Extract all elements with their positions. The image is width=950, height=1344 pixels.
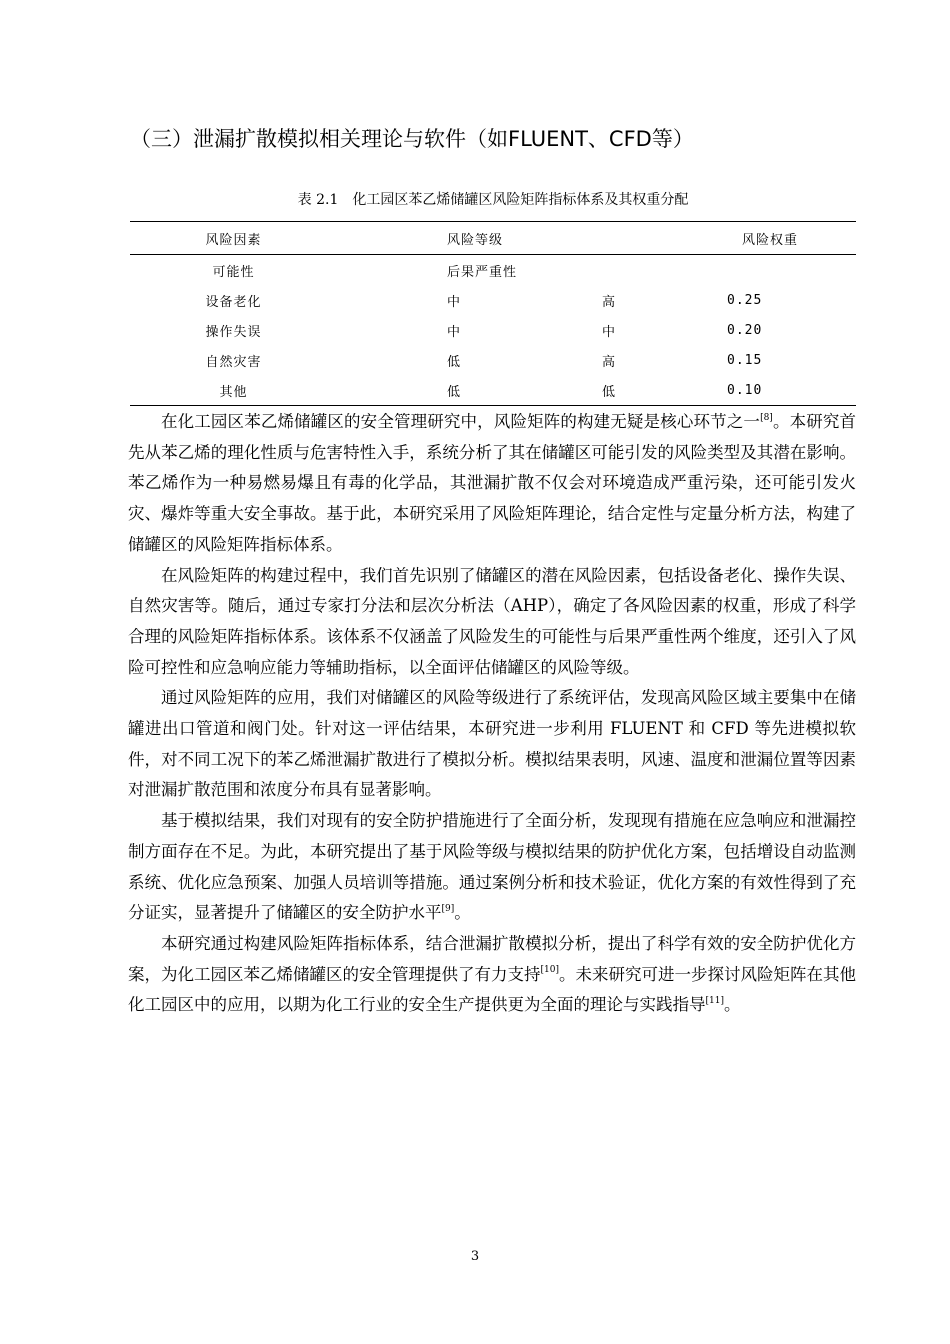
table-row bbox=[130, 375, 856, 406]
subheader-likelihood: 可能性 bbox=[212, 264, 255, 280]
paragraph-text: 。 bbox=[454, 903, 471, 923]
cell-weight: 0.20 bbox=[727, 322, 763, 338]
citation-ref: [9] bbox=[441, 903, 455, 914]
cell-weight: 0.15 bbox=[727, 352, 763, 368]
header-risk-factor: 风险因素 bbox=[130, 222, 367, 255]
risk-matrix-table bbox=[130, 221, 856, 406]
paragraph-text: 本研究通过构建风险矩阵指标体系，结合泄漏扩散模拟分析，提出了科学有效的安全防护优化方案，为化工园区苯乙烯储罐区的安全管理提供了有力支持 bbox=[128, 933, 856, 984]
header-risk-weight: 风险权重 bbox=[687, 222, 856, 255]
paragraph-text: 通过风险矩阵的应用，我们对储罐区的风险等级进行了系统评估，发现高风险区域主要集中在储罐进出口管道和阀门处。针对这一评估结果，本研究进一步利用 FLUENT 和 CFD 等先进模拟软件，对不同工况下的苯乙烯泄漏扩散进行了模拟分析。模拟结果表明，风速、温度和泄漏位置等因素对泄漏扩散范围和浓度分布具有显著影响。 bbox=[128, 688, 856, 800]
cell-weight: 0.10 bbox=[687, 375, 856, 406]
section-heading: （三）泄漏扩散模拟相关理论与软件（如FLUENT、CFD等） bbox=[130, 127, 694, 151]
table-subheader-row bbox=[130, 255, 856, 286]
cell-severity: 低 bbox=[527, 375, 687, 406]
table-header-row bbox=[130, 222, 856, 255]
table-caption: 表 2.1 化工园区苯乙烯储罐区风险矩阵指标体系及其权重分配 bbox=[297, 192, 689, 208]
cell-factor: 设备老化 bbox=[205, 294, 262, 310]
cell-factor: 操作失误 bbox=[205, 324, 262, 340]
paragraph-text: 。 bbox=[723, 995, 741, 1015]
paragraph-text: 在化工园区苯乙烯储罐区的安全管理研究中，风险矩阵的构建无疑是核心环节之一 bbox=[161, 412, 761, 431]
subheader-empty bbox=[527, 255, 687, 286]
citation-ref: [10] bbox=[540, 965, 559, 976]
cell-factor: 其他 bbox=[130, 375, 367, 406]
paragraph-text: 基于模拟结果，我们对现有的安全防护措施进行了全面分析，发现现有措施在应急响应和泄漏控制方面存在不足。为此，本研究提出了基于风险等级与模拟结果的防护优化方案，包括增设自动监测系统、优化应急预案、加强人员培训等措施。通过案例分析和技术验证，优化方案的有效性得到了充分证实，显著提升了储罐区的安全防护水平 bbox=[128, 811, 856, 923]
paragraph-text: 。未来研究可进一步探讨风险矩阵在其他化工园区中的应用，以期为化工行业的安全生产提供更为全面的理论与实践指导 bbox=[128, 964, 857, 1015]
paragraph bbox=[128, 683, 856, 806]
cell-severity: 高 bbox=[602, 294, 617, 310]
header-risk-level: 风险等级 bbox=[367, 222, 527, 255]
paragraph bbox=[128, 561, 856, 684]
citation-ref: [11] bbox=[705, 995, 724, 1006]
table-row bbox=[130, 345, 856, 375]
paragraph-text: 。本研究首先从苯乙烯的理化性质与危害特性入手，系统分析了其在储罐区可能引发的风险类型及其潜在影响。苯乙烯作为一种易燃易爆且有毒的化学品，其泄漏扩散不仅会对环境造成严重污染，还可能引发火灾、爆炸等重大安全事故。基于此，本研究采用了风险矩阵理论，结合定性与定量分析方法，构建了储罐区的风险矩阵指标体系。 bbox=[128, 412, 857, 554]
paragraph bbox=[128, 407, 856, 561]
table-row bbox=[130, 315, 856, 345]
paragraph bbox=[128, 929, 856, 1021]
citation-ref: [8] bbox=[760, 412, 773, 423]
cell-likelihood: 低 bbox=[367, 375, 527, 406]
page-number: 3 bbox=[470, 1249, 480, 1264]
table-row bbox=[130, 285, 856, 315]
cell-severity: 中 bbox=[602, 324, 617, 340]
cell-likelihood: 中 bbox=[447, 294, 462, 310]
header-empty bbox=[527, 222, 687, 255]
cell-severity: 高 bbox=[602, 354, 617, 370]
cell-factor: 自然灾害 bbox=[205, 354, 262, 370]
cell-likelihood: 中 bbox=[447, 324, 462, 340]
body-text bbox=[128, 407, 856, 1021]
cell-likelihood: 低 bbox=[447, 354, 462, 370]
subheader-empty bbox=[687, 255, 856, 286]
paragraph bbox=[128, 806, 856, 929]
paragraph-text: 在风险矩阵的构建过程中，我们首先识别了储罐区的潜在风险因素，包括设备老化、操作失误、自然灾害等。随后，通过专家打分法和层次分析法（AHP），确定了各风险因素的权重，形成了科学合理的风险矩阵指标体系。该体系不仅涵盖了风险发生的可能性与后果严重性两个维度，还引入了风险可控性和应急响应能力等辅助指标，以全面评估储罐区的风险等级。 bbox=[128, 565, 856, 677]
subheader-severity: 后果严重性 bbox=[447, 264, 518, 280]
cell-weight: 0.25 bbox=[727, 292, 763, 308]
